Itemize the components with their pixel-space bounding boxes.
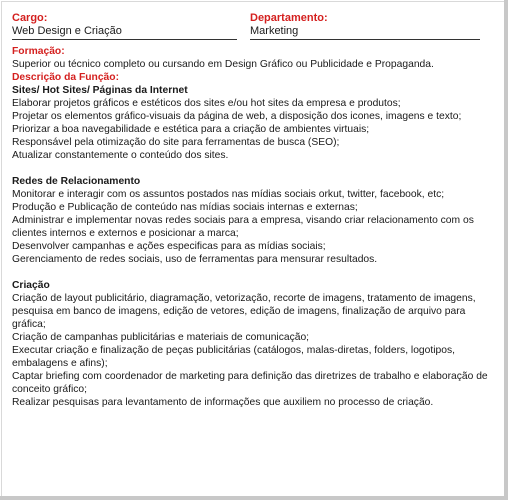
document-inner: [1, 1, 504, 496]
list-item: Desenvolver campanhas e ações especificas para as mídias sociais;: [12, 241, 326, 252]
list-item: Administrar e implementar novas redes sociais para a empresa, visando criar relacionamento com os clientes internos e externos e posicionar a marca;: [12, 215, 474, 239]
formacao-label: Formação:: [12, 46, 65, 57]
list-item: Projetar os elementos gráfico-visuais da página de web, a disposição dos icones, imagens e texto;: [12, 111, 462, 122]
list-item: Captar briefing com coordenador de marketing para definição das diretrizes de trabalho e elaboração de conceito gráfico;: [12, 371, 488, 395]
departamento-value: Marketing: [250, 25, 480, 40]
list-item: Responsável pela otimização do site para ferramentas de busca (SEO);: [12, 137, 340, 148]
section-spacer: [12, 266, 494, 279]
descricao-label: Descrição da Função:: [12, 72, 120, 83]
cargo-value: Web Design e Criação: [12, 25, 237, 40]
departamento-label: Departamento:: [250, 12, 328, 24]
list-item: Criação de layout publicitário, diagramação, vetorização, recorte de imagens, tratamento de imagens, pesquisa em banco de imagens, edição de vetores, edição de imagens, finalização de arquivo para gráfica;: [12, 293, 476, 330]
list-item: Elaborar projetos gráficos e estéticos dos sites e/ou hot sites da empresa e produtos;: [12, 98, 401, 109]
list-item: Monitorar e interagir com os assuntos postados nas mídias sociais orkut, twitter, facebook, etc;: [12, 189, 445, 200]
list-item: Executar criação e finalização de peças publicitárias (catálogos, malas-diretas, folders, logotipos, embalagens e afins);: [12, 345, 455, 369]
list-item: Priorizar a boa navegabilidade e estética para a criação de ambientes virtuais;: [12, 124, 370, 135]
list-item: Gerenciamento de redes sociais, uso de ferramentas para mensurar resultados.: [12, 254, 378, 265]
departamento-field: [250, 12, 480, 40]
job-content: [12, 45, 494, 409]
job-header: [12, 12, 494, 42]
section-spacer: [12, 162, 494, 175]
formacao-text: Superior ou técnico completo ou cursando em Design Gráfico ou Publicidade e Propaganda.: [12, 59, 434, 70]
criacao-section-title: Criação: [12, 280, 50, 291]
redes-section-title: Redes de Relacionamento: [12, 176, 141, 187]
list-item: Realizar pesquisas para levantamento de informações que auxiliem no processo de criação.: [12, 397, 434, 408]
list-item: Produção e Publicação de conteúdo nas mídias sociais internas e externas;: [12, 202, 358, 213]
cargo-field: [12, 12, 237, 40]
cargo-label: Cargo:: [12, 12, 48, 24]
list-item: Criação de campanhas publicitárias e materiais de comunicação;: [12, 332, 310, 343]
sites-section-title: Sites/ Hot Sites/ Páginas da Internet: [12, 85, 188, 96]
list-item: Atualizar constantemente o conteúdo dos sites.: [12, 150, 229, 161]
